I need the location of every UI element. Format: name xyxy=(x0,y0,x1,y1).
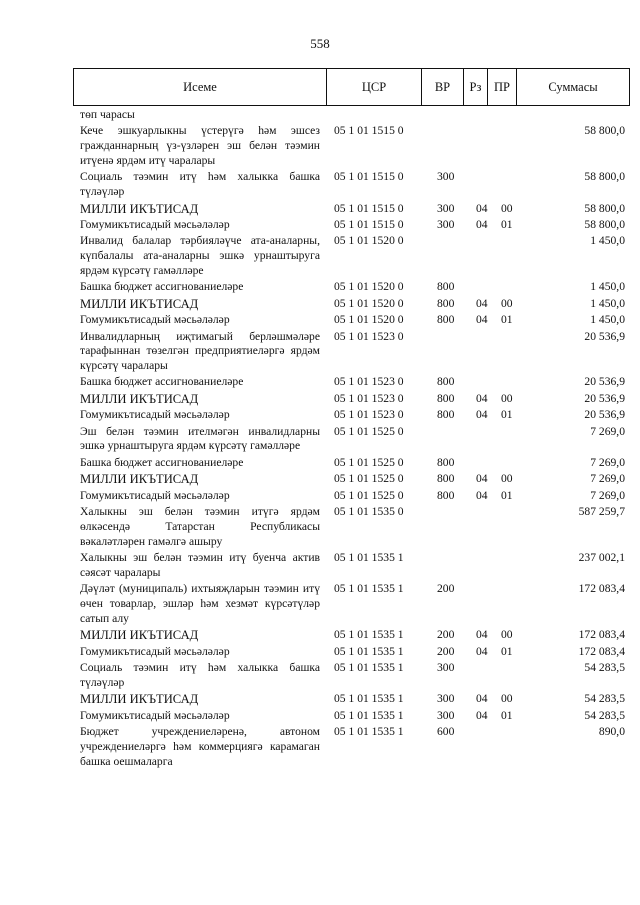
row-sum: 58 800,0 xyxy=(584,124,625,138)
row-rz: 04 xyxy=(476,644,488,658)
row-sum: 1 450,0 xyxy=(590,234,625,248)
row-name: төп чарасы xyxy=(80,108,135,121)
table-row xyxy=(80,202,625,218)
budget-table-body xyxy=(80,108,625,771)
row-sum: 54 283,5 xyxy=(584,660,625,674)
row-rz: 04 xyxy=(476,628,488,642)
row-csr: 05 1 01 1535 0 xyxy=(334,505,404,519)
table-row xyxy=(80,505,625,551)
row-sum: 172 083,4 xyxy=(578,628,625,642)
row-name: Инвалидларның иҗтимагый берләшмәләре тарафыннан төзелгән предприятиеләргә ярдәм күрсәтү чаралары xyxy=(80,329,320,373)
row-sum: 1 450,0 xyxy=(590,296,625,310)
table-header xyxy=(73,68,630,106)
row-name: МИЛЛИ ИКЪТИСАД xyxy=(80,201,199,216)
row-csr: 05 1 01 1523 0 xyxy=(334,408,404,422)
row-sum: 172 083,4 xyxy=(578,644,625,658)
row-csr: 05 1 01 1535 1 xyxy=(334,724,404,738)
row-vr: 800 xyxy=(437,313,455,327)
row-name: Социаль тәэмин итү һәм халыкка башка түләүләр xyxy=(80,170,320,199)
row-pr: 00 xyxy=(501,628,513,642)
table-row xyxy=(80,313,625,329)
row-csr: 05 1 01 1535 1 xyxy=(334,644,404,658)
table-row xyxy=(80,551,625,582)
row-sum: 7 269,0 xyxy=(590,424,625,438)
row-pr: 01 xyxy=(501,217,513,231)
row-vr: 800 xyxy=(437,472,455,486)
row-name: МИЛЛИ ИКЪТИСАД xyxy=(80,391,199,406)
row-rz: 04 xyxy=(476,391,488,405)
row-vr: 800 xyxy=(437,408,455,422)
row-rz: 04 xyxy=(476,408,488,422)
row-sum: 20 536,9 xyxy=(584,329,625,343)
row-sum: 7 269,0 xyxy=(590,472,625,486)
row-pr: 00 xyxy=(501,472,513,486)
row-vr: 300 xyxy=(437,692,455,706)
table-row xyxy=(80,725,625,771)
table-row xyxy=(80,280,625,296)
row-csr: 05 1 01 1515 0 xyxy=(334,170,404,184)
row-csr: 05 1 01 1515 0 xyxy=(334,201,404,215)
row-csr: 05 1 01 1535 1 xyxy=(334,582,404,596)
row-pr: 00 xyxy=(501,391,513,405)
row-name: МИЛЛИ ИКЪТИСАД xyxy=(80,296,199,311)
row-vr: 800 xyxy=(437,455,455,469)
row-csr: 05 1 01 1535 1 xyxy=(334,660,404,674)
table-row xyxy=(80,645,625,661)
row-vr: 200 xyxy=(437,644,455,658)
row-name: Гомумикътисадый мәсьәләләр xyxy=(80,708,230,722)
row-name: МИЛЛИ ИКЪТИСАД xyxy=(80,472,199,487)
row-name: МИЛЛИ ИКЪТИСАД xyxy=(80,692,199,707)
table-row xyxy=(80,218,625,234)
row-csr: 05 1 01 1520 0 xyxy=(334,313,404,327)
header-csr: ЦСР xyxy=(327,69,422,106)
table-row xyxy=(80,456,625,472)
header-name: Исеме xyxy=(74,69,327,106)
row-vr: 800 xyxy=(437,391,455,405)
row-vr: 800 xyxy=(437,296,455,310)
table-row xyxy=(80,330,625,376)
row-sum: 172 083,4 xyxy=(578,582,625,596)
row-sum: 20 536,9 xyxy=(584,375,625,389)
table-row xyxy=(80,375,625,391)
row-csr: 05 1 01 1515 0 xyxy=(334,124,404,138)
row-csr: 05 1 01 1525 0 xyxy=(334,488,404,502)
row-vr: 600 xyxy=(437,724,455,738)
row-sum: 58 800,0 xyxy=(584,201,625,215)
row-rz: 04 xyxy=(476,217,488,231)
header-vr: ВР xyxy=(422,69,464,106)
row-pr: 01 xyxy=(501,644,513,658)
row-csr: 05 1 01 1520 0 xyxy=(334,280,404,294)
row-name: Гомумикътисадый мәсьәләләр xyxy=(80,644,230,658)
row-rz: 04 xyxy=(476,296,488,310)
row-csr: 05 1 01 1520 0 xyxy=(334,234,404,248)
row-name: Социаль тәэмин итү һәм халыкка башка түләүләр xyxy=(80,660,320,689)
row-name: Дәүләт (муниципаль) ихтыяҗларын тәэмин итү өчен товарлар, эшләр һәм хезмәт күрсәтүләр сатып алу xyxy=(80,582,320,625)
row-vr: 800 xyxy=(437,488,455,502)
table-row xyxy=(80,392,625,408)
row-vr: 800 xyxy=(437,375,455,389)
row-sum: 58 800,0 xyxy=(584,217,625,231)
row-name: Гомумикътисадый мәсьәләләр xyxy=(80,313,230,327)
row-pr: 00 xyxy=(501,692,513,706)
row-name: Халыкны эш белән тәэмин итүгә ярдәм өлкәсендә Татарстан Республикасы вәкаләтләрен гамәлгә ашыру xyxy=(80,505,320,548)
row-name: Башка бюджет ассигнованиеләре xyxy=(80,455,244,469)
row-sum: 890,0 xyxy=(598,724,625,738)
table-row xyxy=(80,234,625,280)
row-vr: 300 xyxy=(437,708,455,722)
table-row xyxy=(80,408,625,424)
row-csr: 05 1 01 1515 0 xyxy=(334,217,404,231)
row-name: Инвалид балалар тәрбияләүче ата-аналарны, күпбалалы ата-аналарны эшкә урнаштыруга ярдәм күрсәтү гамәлләре xyxy=(80,234,320,277)
row-name: Кече эшкуарлыкны үстерүгә һәм эшсез гражданнарның үз-үзләрен эш белән тәэмин итүенә ярдәм итү чаралары xyxy=(80,124,320,167)
row-pr: 01 xyxy=(501,313,513,327)
row-vr: 200 xyxy=(437,628,455,642)
row-csr: 05 1 01 1523 0 xyxy=(334,329,404,343)
row-sum: 20 536,9 xyxy=(584,408,625,422)
table-row xyxy=(80,692,625,708)
row-name: Гомумикътисадый мәсьәләләр xyxy=(80,488,230,502)
table-row xyxy=(80,124,625,170)
table-row xyxy=(80,297,625,313)
row-sum: 587 259,7 xyxy=(578,505,625,519)
row-vr: 300 xyxy=(437,170,455,184)
row-sum: 58 800,0 xyxy=(584,170,625,184)
row-pr: 01 xyxy=(501,488,513,502)
table-row xyxy=(80,709,625,725)
row-vr: 800 xyxy=(437,280,455,294)
row-name: Башка бюджет ассигнованиеләре xyxy=(80,280,244,294)
row-csr: 05 1 01 1525 0 xyxy=(334,472,404,486)
table-row xyxy=(80,628,625,644)
row-name: Эш белән тәэмин ителмәгән инвалидларны эшкә урнаштыруга ярдәм күрсәтү гамәлләре xyxy=(80,424,320,453)
row-csr: 05 1 01 1525 0 xyxy=(334,424,404,438)
row-csr: 05 1 01 1523 0 xyxy=(334,375,404,389)
row-rz: 04 xyxy=(476,201,488,215)
row-pr: 01 xyxy=(501,708,513,722)
header-pr: ПР xyxy=(488,69,517,106)
row-rz: 04 xyxy=(476,488,488,502)
row-pr: 00 xyxy=(501,296,513,310)
row-csr: 05 1 01 1525 0 xyxy=(334,455,404,469)
table-row xyxy=(80,472,625,488)
row-name: Гомумикътисадый мәсьәләләр xyxy=(80,217,230,231)
row-sum: 54 283,5 xyxy=(584,708,625,722)
page-number: 558 xyxy=(310,36,330,51)
row-rz: 04 xyxy=(476,708,488,722)
row-csr: 05 1 01 1523 0 xyxy=(334,391,404,405)
table-row xyxy=(80,170,625,201)
row-csr: 05 1 01 1535 1 xyxy=(334,708,404,722)
row-sum: 20 536,9 xyxy=(584,391,625,405)
row-name: МИЛЛИ ИКЪТИСАД xyxy=(80,628,199,643)
table-row xyxy=(80,661,625,692)
row-rz: 04 xyxy=(476,692,488,706)
row-sum: 1 450,0 xyxy=(590,280,625,294)
row-name: Башка бюджет ассигнованиеләре xyxy=(80,375,244,389)
header-rz: Рз xyxy=(464,69,488,106)
table-row xyxy=(80,582,625,628)
row-name: Гомумикътисадый мәсьәләләр xyxy=(80,408,230,422)
row-vr: 300 xyxy=(437,201,455,215)
row-sum: 7 269,0 xyxy=(590,488,625,502)
row-vr: 300 xyxy=(437,217,455,231)
row-name: Халыкны эш белән тәэмин итү буенча актив сәясәт чаралары xyxy=(80,551,320,579)
row-csr: 05 1 01 1520 0 xyxy=(334,296,404,310)
table-row xyxy=(80,108,625,124)
row-name: Бюджет учреждениеләренә, автоном учреждениеләргә һәм коммерциягә карамаган башка оешмаларга xyxy=(80,724,320,768)
row-vr: 200 xyxy=(437,582,455,596)
row-csr: 05 1 01 1535 1 xyxy=(334,551,404,564)
row-sum: 237 002,1 xyxy=(578,551,625,564)
row-vr: 300 xyxy=(437,660,455,674)
row-pr: 00 xyxy=(501,201,513,215)
row-rz: 04 xyxy=(476,313,488,327)
row-rz: 04 xyxy=(476,472,488,486)
row-sum: 7 269,0 xyxy=(590,455,625,469)
row-sum: 54 283,5 xyxy=(584,692,625,706)
table-row xyxy=(80,489,625,505)
row-pr: 01 xyxy=(501,408,513,422)
row-csr: 05 1 01 1535 1 xyxy=(334,628,404,642)
row-csr: 05 1 01 1535 1 xyxy=(334,692,404,706)
header-sum: Суммасы xyxy=(517,69,630,106)
table-row xyxy=(80,425,625,456)
row-sum: 1 450,0 xyxy=(590,313,625,327)
